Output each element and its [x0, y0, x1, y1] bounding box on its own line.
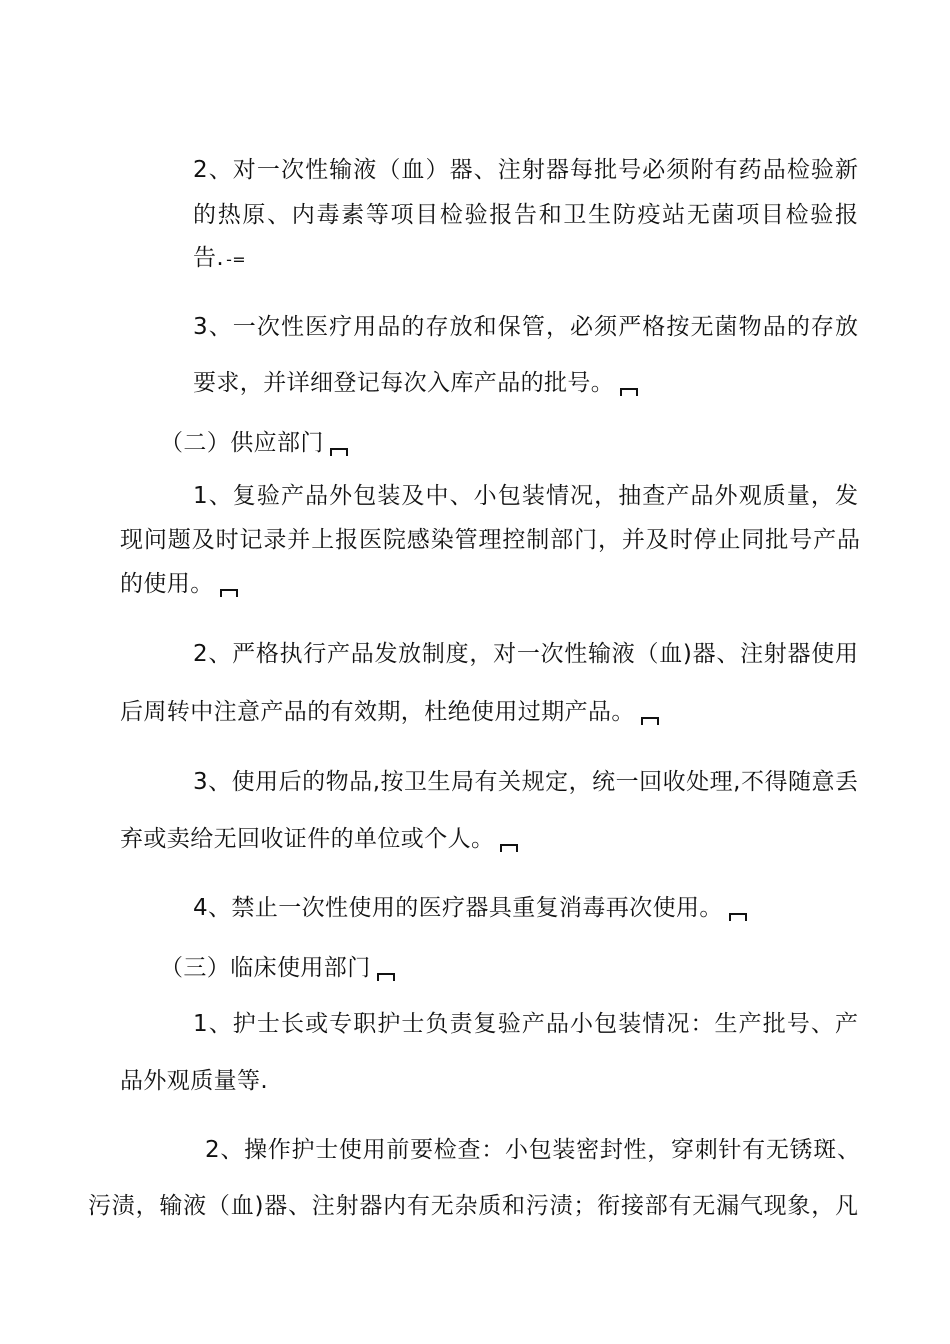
- paragraph-line: 品外观质量等.: [120, 1068, 269, 1094]
- paragraph-line: 后周转中注意产品的有效期，杜绝使用过期产品。: [120, 697, 659, 727]
- paragraph-line: 要求，并详细登记每次入库产品的批号。: [193, 368, 638, 398]
- paragraph-line: 4、禁止一次性使用的医疗器具重复消毒再次使用。: [193, 893, 747, 923]
- paragraph-line: 2、操作护士使用前要检查：小包装密封性，穿刺针有无锈斑、: [205, 1137, 861, 1163]
- paragraph-mark-icon: [729, 913, 747, 921]
- section-heading: （二）供应部门: [160, 428, 348, 458]
- paragraph-line: 1、复验产品外包装及中、小包装情况，抽查产品外观质量，发: [193, 483, 860, 509]
- paragraph-line: 3、一次性医疗用品的存放和保管，必须严格按无菌物品的存放: [193, 314, 860, 340]
- paragraph-mark-icon: [500, 844, 518, 852]
- paragraph-mark-icon: [620, 388, 638, 396]
- paragraph-line: 污渍，输液（血)器、注射器内有无杂质和污渍；衔接部有无漏气现象，凡: [88, 1193, 859, 1219]
- paragraph-mark-icon: -=: [226, 250, 247, 269]
- section-heading: （三）临床使用部门: [160, 953, 395, 983]
- paragraph-mark-icon: [220, 589, 238, 597]
- paragraph-line: 1、护士长或专职护士负责复验产品小包装情况：生产批号、产: [193, 1011, 860, 1037]
- paragraph-line: 告. -=: [193, 245, 247, 271]
- paragraph-line: 的使用。: [120, 569, 238, 599]
- paragraph-line: 2、对一次性输液（血）器、注射器每批号必须附有药品检验新: [193, 157, 860, 183]
- paragraph-mark-icon: [641, 717, 659, 725]
- paragraph-line: 3、使用后的物品,按卫生局有关规定，统一回收处理,不得随意丢: [193, 769, 859, 795]
- paragraph-line: 现问题及时记录并上报医院感染管理控制部门，并及时停止同批号产品: [120, 527, 861, 553]
- paragraph-line: 弃或卖给无回收证件的单位或个人。: [120, 824, 518, 854]
- paragraph-line: 的热原、内毒素等项目检验报告和卫生防疫站无菌项目检验报: [193, 202, 860, 228]
- paragraph-mark-icon: [377, 973, 395, 981]
- paragraph-line: 2、严格执行产品发放制度，对一次性输液（血)器、注射器使用: [193, 641, 859, 667]
- paragraph-mark-icon: [330, 448, 348, 456]
